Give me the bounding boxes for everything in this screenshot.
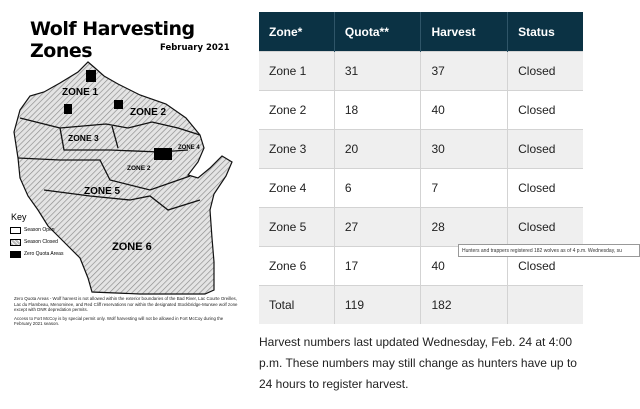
- table-cell: Closed: [508, 130, 583, 169]
- table-cell: Zone 2: [259, 91, 334, 130]
- table-cell: Closed: [508, 52, 583, 91]
- harvest-table-container: [259, 12, 583, 324]
- white-swatch-icon: [10, 227, 21, 234]
- table-cell: 37: [421, 52, 508, 91]
- update-note: Harvest numbers last updated Wednesday, Feb. 24 at 4:00 p.m. These numbers may still change as hunters have up to 24 hours to register harvest.: [259, 335, 577, 391]
- map-footnotes: [14, 296, 239, 330]
- black-swatch-icon: [10, 251, 21, 258]
- zone-label: ZONE 2: [130, 107, 167, 118]
- table-cell: Zone 4: [259, 169, 334, 208]
- map-title: Wolf Harvesting Zones: [30, 18, 195, 62]
- harvest-table: [259, 12, 583, 324]
- hover-tooltip: Hunters and trappers registered 182 wolves as of 4 p.m. Wednesday, su: [458, 244, 640, 257]
- zone-label: ZONE 3: [68, 133, 99, 143]
- column-header: Harvest: [421, 12, 508, 52]
- table-cell: Closed: [508, 169, 583, 208]
- legend-label: Season Closed: [24, 239, 58, 245]
- table-cell: 40: [421, 91, 508, 130]
- zone-label: ZONE 1: [62, 87, 99, 98]
- footnote-fort-mccoy: Access to Fort McCoy is by special permit only. Wolf harvesting will not be allowed in Fort McCoy during the February 2021 season.: [14, 315, 224, 327]
- table-cell: Zone 3: [259, 130, 334, 169]
- footnote-zero-quota: Zero Quota Areas - Wolf harvest is not allowed within the exterior boundaries of the Bad River, Lac Courte Oreilles, Lac du Flambeau, Menominee, and Red Cliff reservations nor within the designated Stockbridge-Munsee wolf zone except with DNR depredation permits.: [14, 296, 238, 313]
- zone-label: ZONE 5: [84, 186, 121, 197]
- map-legend: [10, 212, 80, 260]
- table-row: [259, 52, 583, 91]
- legend-item: [10, 248, 80, 260]
- table-header-row: [259, 12, 583, 52]
- table-cell: 6: [334, 169, 421, 208]
- table-total-row: [259, 286, 583, 325]
- table-cell: 30: [421, 130, 508, 169]
- table-cell: Zone 5: [259, 208, 334, 247]
- table-cell: Zone 1: [259, 52, 334, 91]
- column-header: Quota**: [334, 12, 421, 52]
- map-subtitle: February 2021: [160, 43, 230, 53]
- table-row: [259, 91, 583, 130]
- legend-item: [10, 224, 80, 236]
- table-cell: 182: [421, 286, 508, 325]
- table-cell: Zone 6: [259, 247, 334, 286]
- table-cell: 119: [334, 286, 421, 325]
- table-cell: 31: [334, 52, 421, 91]
- table-row: [259, 169, 583, 208]
- table-cell: [508, 286, 583, 325]
- legend-label: Season Open: [24, 227, 55, 233]
- table-cell: Closed: [508, 91, 583, 130]
- zone-label: ZONE 4: [178, 145, 200, 151]
- legend-title: Key: [11, 212, 27, 222]
- legend-item: [10, 236, 80, 248]
- column-header: Zone*: [259, 12, 334, 52]
- wolf-zones-map: [0, 0, 245, 340]
- legend-label: Zero Quota Areas: [24, 251, 64, 257]
- table-cell: 40: [421, 247, 508, 286]
- zone-label: ZONE 6: [112, 241, 152, 253]
- table-cell: 17: [334, 247, 421, 286]
- table-cell: Total: [259, 286, 334, 325]
- table-row: [259, 130, 583, 169]
- table-cell: 20: [334, 130, 421, 169]
- table-row: [259, 208, 583, 247]
- table-cell: 28: [421, 208, 508, 247]
- table-cell: 27: [334, 208, 421, 247]
- hatched-swatch-icon: [10, 239, 21, 246]
- table-cell: Closed: [508, 247, 583, 286]
- zone-label: ZONE 2: [127, 165, 151, 172]
- table-cell: Closed: [508, 208, 583, 247]
- table-cell: 7: [421, 169, 508, 208]
- table-cell: 18: [334, 91, 421, 130]
- column-header: Status: [508, 12, 583, 52]
